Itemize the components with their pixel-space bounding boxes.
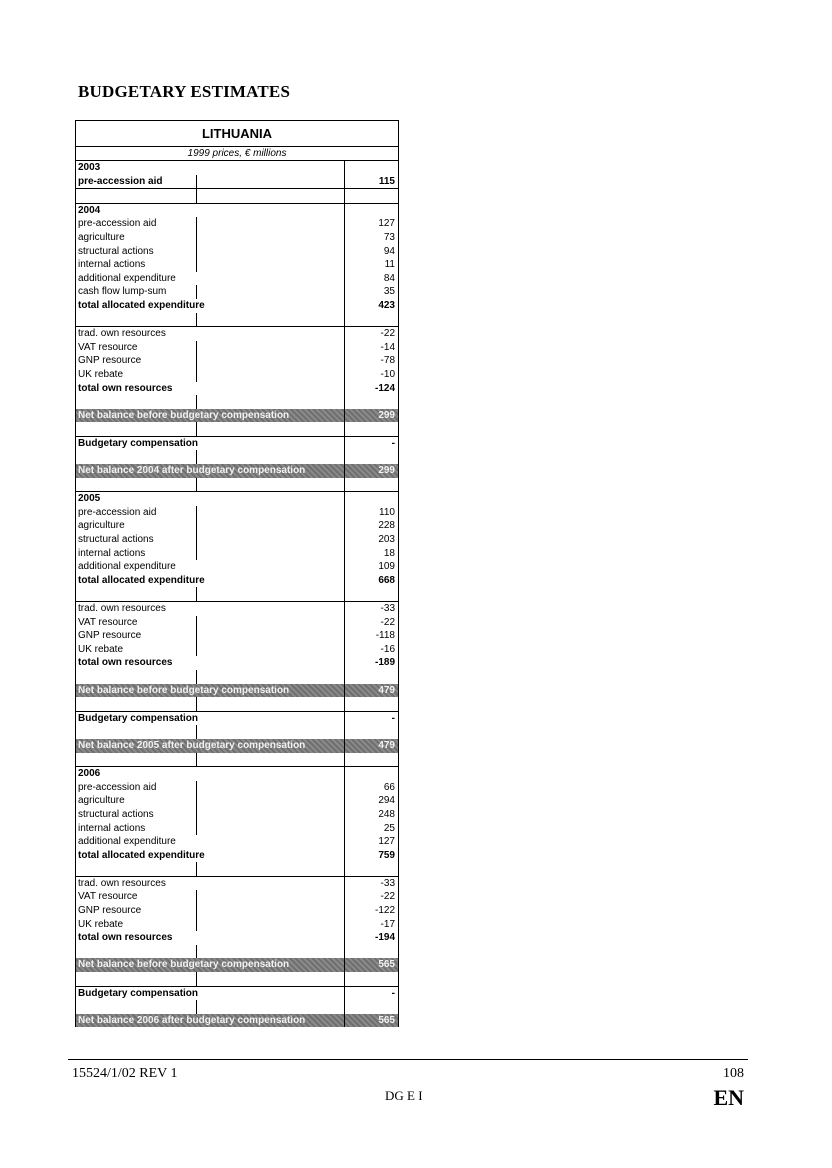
column-divider [344, 958, 345, 972]
column-divider [344, 574, 345, 588]
column-divider [344, 189, 345, 203]
row-label: Net balance before budgetary compensation [78, 684, 290, 696]
table-row [76, 601, 398, 616]
column-divider [196, 354, 197, 368]
column-divider [196, 643, 197, 657]
page-number: 108 [723, 1066, 744, 1081]
column-divider [344, 245, 345, 259]
column-divider [196, 725, 197, 739]
net-balance-row [76, 464, 398, 478]
row-value: 11 [384, 259, 395, 271]
column-divider [196, 918, 197, 932]
spacer-row [76, 188, 398, 203]
net-balance-row [76, 739, 398, 753]
footer-rule [68, 1059, 748, 1060]
row-label: 2004 [78, 204, 101, 216]
row-value: 759 [378, 849, 395, 861]
row-label: additional expenditure [78, 561, 176, 573]
column-divider [196, 217, 197, 231]
row-label: internal actions [78, 822, 146, 834]
column-divider [344, 822, 345, 836]
column-divider [344, 587, 345, 601]
row-label: GNP resource [78, 355, 142, 367]
row-value: -194 [374, 932, 395, 944]
column-divider [196, 395, 197, 409]
column-divider [344, 712, 345, 726]
table-row [76, 781, 398, 795]
spacer-row [76, 1000, 398, 1014]
row-value: 110 [379, 506, 395, 518]
column-divider [344, 231, 345, 245]
year-row [76, 203, 398, 218]
column-divider [196, 781, 197, 795]
row-label: structural actions [78, 245, 154, 257]
row-label: total allocated expenditure [78, 574, 205, 586]
column-divider [344, 725, 345, 739]
column-divider [344, 849, 345, 863]
column-divider [344, 382, 345, 396]
row-label: total own resources [78, 382, 173, 394]
table-row [76, 354, 398, 368]
row-label: total own resources [78, 657, 173, 669]
spacer-row [76, 725, 398, 739]
column-divider [344, 767, 345, 781]
column-divider [344, 341, 345, 355]
column-divider [344, 547, 345, 561]
table-row [76, 506, 398, 520]
row-value: -22 [380, 891, 395, 903]
row-label: total allocated expenditure [78, 299, 205, 311]
row-label: trad. own resources [78, 877, 166, 889]
row-value: 248 [378, 808, 395, 820]
row-value: 18 [383, 547, 395, 559]
row-value: -22 [380, 616, 395, 628]
column-divider [344, 272, 345, 286]
compensation-row [76, 711, 398, 726]
row-label: UK rebate [78, 918, 124, 930]
table-row [76, 175, 398, 189]
row-label: structural actions [78, 534, 154, 546]
column-divider [344, 643, 345, 657]
column-divider [344, 217, 345, 231]
row-label: Net balance before budgetary compensation [78, 409, 290, 421]
directorate-label: DG E I [385, 1088, 423, 1103]
column-divider [344, 697, 345, 711]
table-row [76, 519, 398, 533]
total-row [76, 299, 398, 313]
year-row [76, 160, 398, 175]
column-divider [344, 602, 345, 616]
row-value: 479 [378, 684, 395, 696]
column-divider [344, 781, 345, 795]
column-divider [344, 629, 345, 643]
row-value: -124 [374, 382, 395, 394]
row-label: 2006 [78, 768, 101, 780]
row-label: additional expenditure [78, 836, 176, 848]
column-divider [196, 862, 197, 876]
column-divider [344, 890, 345, 904]
column-divider [196, 189, 197, 203]
column-divider [196, 285, 197, 299]
table-row [76, 822, 398, 836]
row-label: pre-accession aid [78, 175, 163, 187]
row-value: - [391, 712, 395, 724]
table-row [76, 547, 398, 561]
total-row [76, 849, 398, 863]
row-value: 115 [378, 175, 395, 187]
row-label: pre-accession aid [78, 506, 157, 518]
row-value: -33 [380, 877, 395, 889]
table-row [76, 217, 398, 231]
row-label: agriculture [78, 520, 125, 532]
spacer-row [76, 450, 398, 464]
column-divider [344, 450, 345, 464]
row-label: pre-accession aid [78, 781, 157, 793]
row-label: Budgetary compensation [78, 712, 199, 724]
column-divider [344, 285, 345, 299]
table-row [76, 629, 398, 643]
column-divider [344, 904, 345, 918]
column-divider [344, 931, 345, 945]
table-row [76, 794, 398, 808]
row-value: 299 [378, 409, 395, 421]
row-value: 127 [378, 836, 395, 848]
total-row [76, 931, 398, 945]
column-divider [344, 739, 345, 753]
row-label: pre-accession aid [78, 218, 157, 230]
column-divider [196, 258, 197, 272]
column-divider [344, 464, 345, 478]
column-divider [344, 684, 345, 698]
net-balance-row [76, 409, 398, 423]
column-divider [344, 918, 345, 932]
row-label: agriculture [78, 231, 125, 243]
row-value: 73 [383, 231, 395, 243]
table-body [75, 160, 399, 1027]
row-value: -189 [374, 657, 395, 669]
column-divider [196, 794, 197, 808]
net-balance-row [76, 1014, 398, 1028]
language-code: EN [713, 1085, 744, 1110]
row-value: 668 [378, 574, 395, 586]
table-row [76, 368, 398, 382]
net-balance-row [76, 958, 398, 972]
row-value: -122 [374, 905, 395, 917]
table-row [76, 560, 398, 574]
column-divider [196, 1000, 197, 1014]
column-divider [196, 245, 197, 259]
row-label: Net balance 2005 after budgetary compensation [78, 739, 306, 751]
table-row [76, 245, 398, 259]
row-label: GNP resource [78, 905, 142, 917]
column-divider [196, 822, 197, 836]
table-title: LITHUANIA [75, 120, 399, 147]
column-divider [344, 987, 345, 1001]
row-value: -16 [380, 643, 395, 655]
column-divider [344, 327, 345, 341]
row-value: 25 [383, 822, 395, 834]
row-value: 479 [378, 739, 395, 751]
row-label: Net balance before budgetary compensation [78, 959, 290, 971]
spacer-row [76, 753, 398, 767]
spacer-row [76, 670, 398, 684]
row-label: structural actions [78, 808, 154, 820]
table-row [76, 272, 398, 286]
row-label: cash flow lump-sum [78, 286, 167, 298]
row-label: VAT resource [78, 891, 138, 903]
row-value: 299 [378, 465, 395, 477]
row-label: internal actions [78, 259, 146, 271]
row-label: total allocated expenditure [78, 849, 205, 861]
column-divider [196, 547, 197, 561]
column-divider [344, 972, 345, 986]
table-row [76, 285, 398, 299]
year-row [76, 766, 398, 781]
column-divider [344, 519, 345, 533]
row-value: - [391, 437, 395, 449]
column-divider [344, 560, 345, 574]
row-value: 109 [378, 561, 395, 573]
column-divider [344, 945, 345, 959]
table-row [76, 326, 398, 341]
column-divider [344, 808, 345, 822]
row-value: -78 [380, 355, 395, 367]
row-value: -14 [380, 341, 395, 353]
row-label: Net balance 2004 after budgetary compensation [78, 465, 306, 477]
row-value: 565 [378, 1014, 395, 1026]
row-value: 565 [378, 959, 395, 971]
column-divider [196, 506, 197, 520]
column-divider [196, 616, 197, 630]
spacer-row [76, 422, 398, 436]
column-divider [344, 299, 345, 313]
table-row [76, 616, 398, 630]
document-reference: 15524/1/02 REV 1 [72, 1066, 178, 1081]
row-value: 228 [378, 520, 395, 532]
column-divider [196, 670, 197, 684]
row-value: 35 [383, 286, 395, 298]
column-divider [196, 368, 197, 382]
column-divider [344, 395, 345, 409]
total-row [76, 574, 398, 588]
column-divider [344, 670, 345, 684]
spacer-row [76, 862, 398, 876]
spacer-row [76, 697, 398, 711]
row-label: trad. own resources [78, 603, 166, 614]
column-divider [344, 1000, 345, 1014]
row-label: additional expenditure [78, 272, 176, 284]
table-row [76, 643, 398, 657]
column-divider [196, 753, 197, 767]
net-balance-row [76, 684, 398, 698]
row-value: -33 [380, 603, 395, 614]
column-divider [196, 450, 197, 464]
row-label: 2005 [78, 493, 101, 505]
row-label: VAT resource [78, 341, 138, 353]
column-divider [196, 519, 197, 533]
budget-table [75, 120, 399, 1050]
column-divider [196, 697, 197, 711]
row-value: 294 [378, 795, 395, 807]
column-divider [196, 533, 197, 547]
table-row [76, 918, 398, 932]
row-value: -10 [380, 368, 395, 380]
page-heading: BUDGETARY ESTIMATES [78, 82, 291, 101]
column-divider [196, 972, 197, 986]
column-divider [344, 258, 345, 272]
column-divider [344, 204, 345, 218]
column-divider [196, 422, 197, 436]
table-row [76, 231, 398, 245]
table-row [76, 876, 398, 891]
row-label: Net balance 2006 after budgetary compensation [78, 1014, 306, 1026]
compensation-row [76, 436, 398, 451]
row-value: -118 [375, 630, 395, 642]
column-divider [344, 478, 345, 492]
row-label: Budgetary compensation [78, 987, 199, 999]
column-divider [196, 629, 197, 643]
spacer-row [76, 478, 398, 492]
column-divider [344, 794, 345, 808]
row-label: internal actions [78, 547, 146, 559]
row-value: - [391, 987, 395, 999]
column-divider [344, 313, 345, 327]
table-row [76, 890, 398, 904]
column-divider [344, 753, 345, 767]
compensation-row [76, 986, 398, 1001]
spacer-row [76, 313, 398, 327]
column-divider [344, 862, 345, 876]
row-label: 2003 [78, 162, 101, 173]
total-row [76, 382, 398, 396]
row-label: agriculture [78, 795, 125, 807]
spacer-row [76, 945, 398, 959]
column-divider [196, 175, 197, 189]
row-value: -17 [380, 918, 395, 930]
column-divider [344, 354, 345, 368]
year-row [76, 491, 398, 506]
spacer-row [76, 972, 398, 986]
column-divider [344, 1014, 345, 1028]
column-divider [196, 808, 197, 822]
column-divider [344, 422, 345, 436]
row-value: 94 [383, 245, 395, 257]
spacer-row [76, 395, 398, 409]
total-row [76, 656, 398, 670]
column-divider [344, 409, 345, 423]
table-row [76, 904, 398, 918]
table-row [76, 341, 398, 355]
row-value: 66 [383, 781, 395, 793]
column-divider [344, 161, 345, 175]
row-label: UK rebate [78, 643, 124, 655]
row-label: Budgetary compensation [78, 437, 199, 449]
table-row [76, 808, 398, 822]
column-divider [196, 945, 197, 959]
row-label: VAT resource [78, 616, 138, 628]
column-divider [196, 904, 197, 918]
column-divider [344, 175, 345, 189]
column-divider [344, 506, 345, 520]
column-divider [196, 478, 197, 492]
column-divider [196, 890, 197, 904]
column-divider [196, 231, 197, 245]
row-value: 127 [378, 218, 395, 230]
table-subtitle: 1999 prices, € millions [75, 147, 399, 160]
row-label: UK rebate [78, 368, 124, 380]
row-value: -22 [380, 328, 395, 340]
spacer-row [76, 587, 398, 601]
row-label: trad. own resources [78, 328, 166, 340]
column-divider [344, 877, 345, 891]
table-row [76, 835, 398, 849]
column-divider [344, 368, 345, 382]
row-value: 423 [378, 299, 395, 311]
row-label: total own resources [78, 932, 173, 944]
column-divider [344, 835, 345, 849]
column-divider [196, 313, 197, 327]
column-divider [344, 533, 345, 547]
row-value: 203 [378, 534, 395, 546]
column-divider [196, 341, 197, 355]
column-divider [344, 656, 345, 670]
table-row [76, 258, 398, 272]
column-divider [196, 587, 197, 601]
column-divider [344, 492, 345, 506]
row-value: 84 [383, 272, 395, 284]
column-divider [344, 616, 345, 630]
row-label: GNP resource [78, 630, 142, 642]
column-divider [344, 437, 345, 451]
table-row [76, 533, 398, 547]
